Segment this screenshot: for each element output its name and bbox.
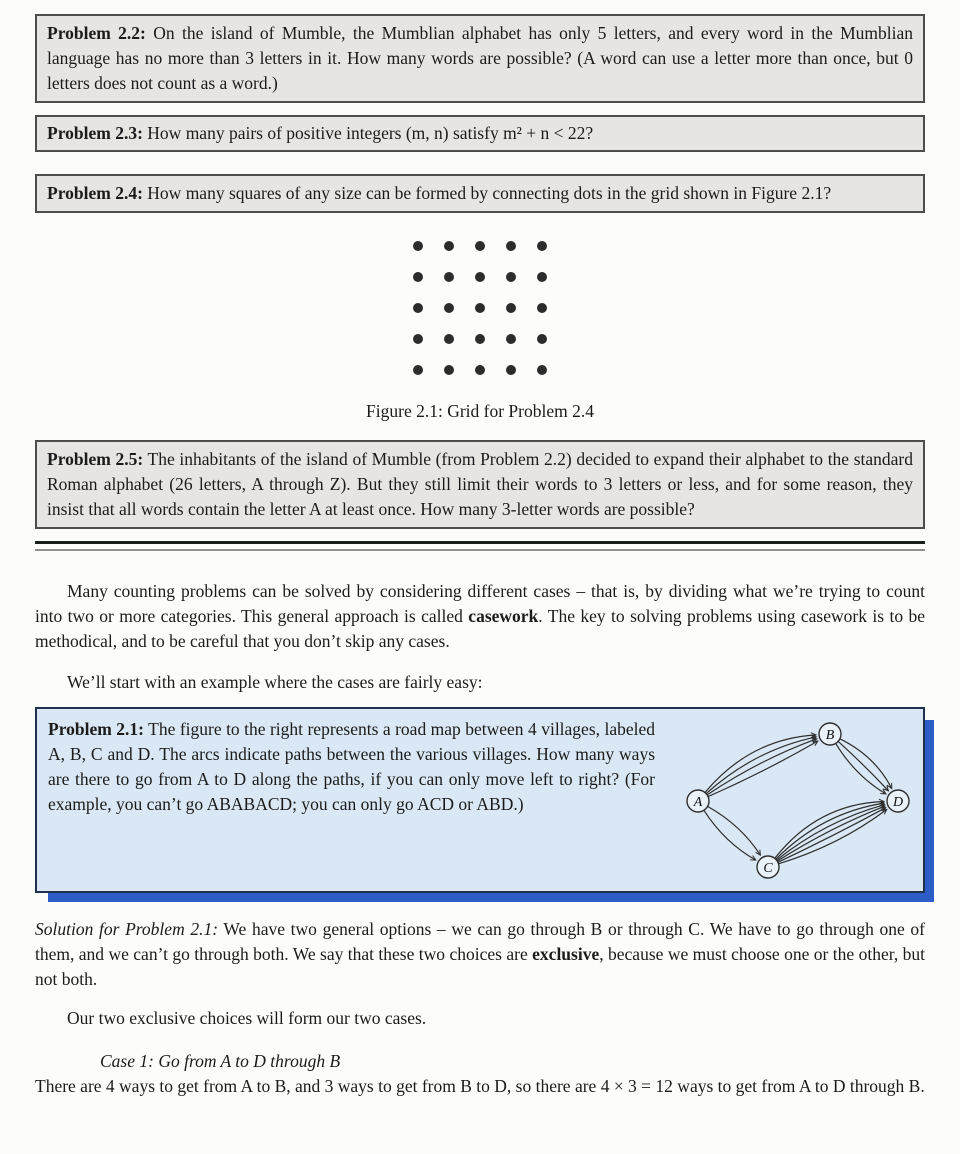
grid-dot (506, 241, 516, 251)
grid-dot (413, 272, 423, 282)
problem-2-2-label: Problem 2.2: (47, 23, 146, 43)
exclusive-term: exclusive (532, 944, 600, 964)
problem-2-1-text-block (48, 717, 655, 817)
road-path-B-D (838, 741, 888, 790)
problem-2-2-text: On the island of Mumble, the Mumblian alphabet has only 5 letters, and every word in the Mumblian language has no more than 3 letters in it. How many words are possible? (A word can use a letter more than once, but 0 letters does not count as a word.) (47, 23, 913, 93)
casework-term: casework (468, 606, 539, 626)
problem-2-1-label: Problem 2.1: (48, 719, 144, 739)
dot-grid (413, 241, 547, 375)
problem-2-3-box (35, 115, 925, 152)
case-1-body: There are 4 ways to get from A to B, and 3 ways to get from B to D, so there are 4 × 3 = 12 ways to get from A to D through B. (35, 1076, 925, 1096)
cases-intro-line: Our two exclusive choices will form our two cases. (67, 1008, 427, 1028)
grid-dot (475, 334, 485, 344)
grid-dot (537, 365, 547, 375)
road-paths (704, 735, 892, 864)
grid-dot (444, 303, 454, 313)
problem-2-1-text: The figure to the right represents a road map between 4 villages, labeled A, B, C and D. The arcs indicate paths between the various villages. How many ways are there to go from A to D along the paths, if you can only move left to right? (For example, you can’t go ABABACD; you can only go ACD or ABD.) (48, 719, 655, 814)
solution-paragraph (35, 917, 925, 992)
grid-dot (506, 303, 516, 313)
road-path-A-C (704, 810, 756, 860)
road-path-A-C (708, 806, 761, 855)
problem-2-5-box (35, 440, 925, 529)
grid-dot (475, 241, 485, 251)
problem-2-4-box (35, 174, 925, 213)
divider-line-top (35, 541, 925, 544)
village-label-B: B (825, 728, 835, 743)
divider-line-bottom (35, 549, 925, 551)
solution-label: Solution for Problem 2.1: (35, 919, 219, 939)
section-divider (35, 541, 925, 551)
grid-dot (413, 334, 423, 344)
road-path-A-B (708, 741, 818, 797)
village-label-A: A (693, 795, 703, 810)
casework-paragraph-pre: Many counting problems can be solved by considering different cases – that is, by dividing what we’re trying to count into two or more categories. This general approach is called (35, 581, 925, 626)
road-path-C-D (778, 808, 886, 863)
grid-dot (537, 303, 547, 313)
casework-paragraph-post: . The key to solving problems using casework is to be methodical, and to be careful that you don’t skip any cases. (35, 606, 925, 651)
problem-2-4-label: Problem 2.4: (47, 183, 143, 203)
grid-dot (413, 365, 423, 375)
grid-dot (444, 272, 454, 282)
problem-2-5-label: Problem 2.5: (47, 449, 144, 469)
intro-line: We’ll start with an example where the cases are fairly easy: (67, 672, 483, 692)
grid-dot (537, 241, 547, 251)
solution-body-post: , because we must choose one or the other, but not both. (35, 944, 925, 989)
grid-dot (475, 272, 485, 282)
problem-2-3-label: Problem 2.3: (47, 123, 143, 143)
problem-2-4-text: How many squares of any size can be formed by connecting dots in the grid shown in Figure 2.1? (147, 183, 832, 203)
grid-dot (444, 365, 454, 375)
village-label-D: D (892, 795, 904, 810)
problem-2-2-box (35, 14, 925, 103)
grid-dot (413, 241, 423, 251)
grid-dot (475, 365, 485, 375)
grid-dot (506, 365, 516, 375)
grid-dot (506, 334, 516, 344)
solution-body-pre: We have two general options – we can go through B or through C. We have to go through one of them, and we can’t go through both. We say that these two choices are (35, 919, 925, 964)
road-path-B-D (840, 739, 892, 789)
grid-dot (444, 241, 454, 251)
figure-2-1 (35, 233, 925, 424)
grid-dot (506, 272, 516, 282)
case-1-heading: Case 1: Go from A to D through B (100, 1051, 341, 1071)
grid-dot (413, 303, 423, 313)
grid-dot (475, 303, 485, 313)
road-path-A-B (707, 739, 817, 795)
grid-dot (444, 334, 454, 344)
problem-2-5-text: The inhabitants of the island of Mumble (from Problem 2.2) decided to expand their alphabet to the standard Roman alphabet (26 letters, A through Z). But they still limit their words to 3 letters or less, and for some reason, they insist that all words contain the letter A at least once. How many 3-letter words are possible? (47, 449, 913, 519)
road-map-figure (655, 717, 919, 883)
problem-2-3-text: How many pairs of positive integers (m, n) satisfy m² + n < 22? (147, 123, 594, 143)
village-label-C: C (763, 861, 773, 876)
casework-paragraph (35, 579, 925, 654)
grid-dot (537, 334, 547, 344)
grid-dot (537, 272, 547, 282)
road-path-C-D (777, 806, 885, 861)
road-map-diagram (662, 719, 912, 883)
figure-caption: Figure 2.1: Grid for Problem 2.4 (366, 401, 594, 421)
problem-2-1-box (35, 707, 925, 893)
